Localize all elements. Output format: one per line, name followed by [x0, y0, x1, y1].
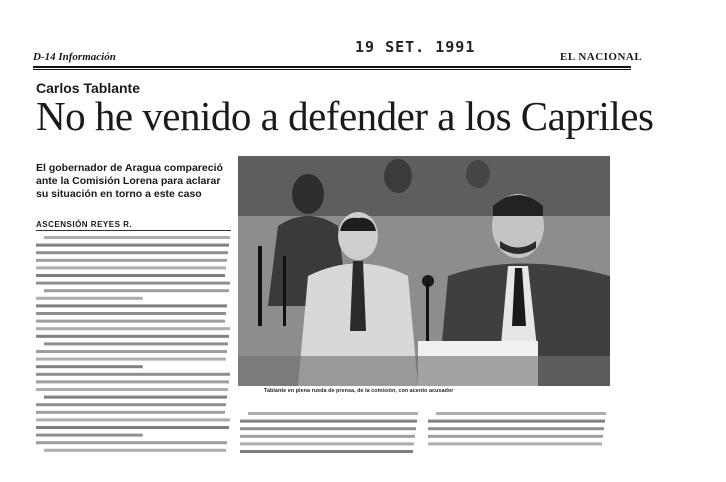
- photo-caption: Tablante en plena rueda de prensa, de la comisión, con acento acusador: [264, 388, 454, 394]
- text-line: [240, 427, 416, 430]
- byline: ASCENSIÓN REYES R.: [36, 220, 133, 229]
- header-rule: [33, 66, 631, 68]
- text-line: [428, 442, 602, 445]
- text-line: [428, 420, 605, 423]
- article-column-2: [240, 410, 420, 460]
- text-line: [36, 411, 225, 414]
- subheadline: El gobernador de Aragua compareció ante la Comisión Lorena para aclarar su situación en torno a este caso: [36, 162, 223, 200]
- text-line: [36, 426, 229, 429]
- text-line: [36, 266, 226, 269]
- text-line: [436, 412, 606, 415]
- text-line: [36, 312, 226, 315]
- text-line: [36, 304, 227, 307]
- text-line: [36, 365, 143, 368]
- page-section-label: D-14 Información: [33, 51, 116, 63]
- text-line: [428, 427, 604, 430]
- text-line: [36, 358, 226, 361]
- text-line: [44, 396, 227, 399]
- text-line: [240, 442, 414, 445]
- text-line: [240, 435, 415, 438]
- press-photo-image: [238, 156, 610, 386]
- text-line: [240, 420, 417, 423]
- headline-kicker: Carlos Tablante: [36, 80, 140, 96]
- text-line: [36, 380, 229, 383]
- article-column-3: [428, 410, 608, 450]
- newspaper-name: EL NACIONAL: [560, 51, 643, 63]
- text-line: [36, 327, 230, 330]
- text-line: [44, 236, 230, 239]
- text-line: [36, 388, 228, 391]
- date-stamp: 19 SET. 1991: [355, 38, 476, 56]
- byline-rule: [36, 230, 231, 231]
- text-line: [36, 434, 143, 437]
- text-line: [36, 418, 230, 421]
- text-line: [36, 274, 225, 277]
- text-line: [44, 289, 229, 292]
- article-column-1: [36, 234, 232, 456]
- text-line: [44, 449, 226, 452]
- text-line: [36, 441, 227, 444]
- text-line: [36, 373, 230, 376]
- text-line: [36, 335, 229, 338]
- text-line: [36, 259, 227, 262]
- press-photo: [238, 156, 610, 386]
- text-line: [36, 320, 225, 323]
- header-rule-thin: [33, 69, 631, 70]
- text-line: [44, 342, 228, 345]
- text-line: [36, 297, 143, 300]
- text-line: [240, 450, 413, 453]
- text-line: [36, 350, 227, 353]
- headline: No he venido a defender a los Capriles: [36, 93, 654, 139]
- text-line: [36, 282, 230, 285]
- text-line: [36, 244, 229, 247]
- text-line: [248, 412, 418, 415]
- text-line: [428, 435, 603, 438]
- text-line: [36, 251, 228, 254]
- text-line: [36, 403, 226, 406]
